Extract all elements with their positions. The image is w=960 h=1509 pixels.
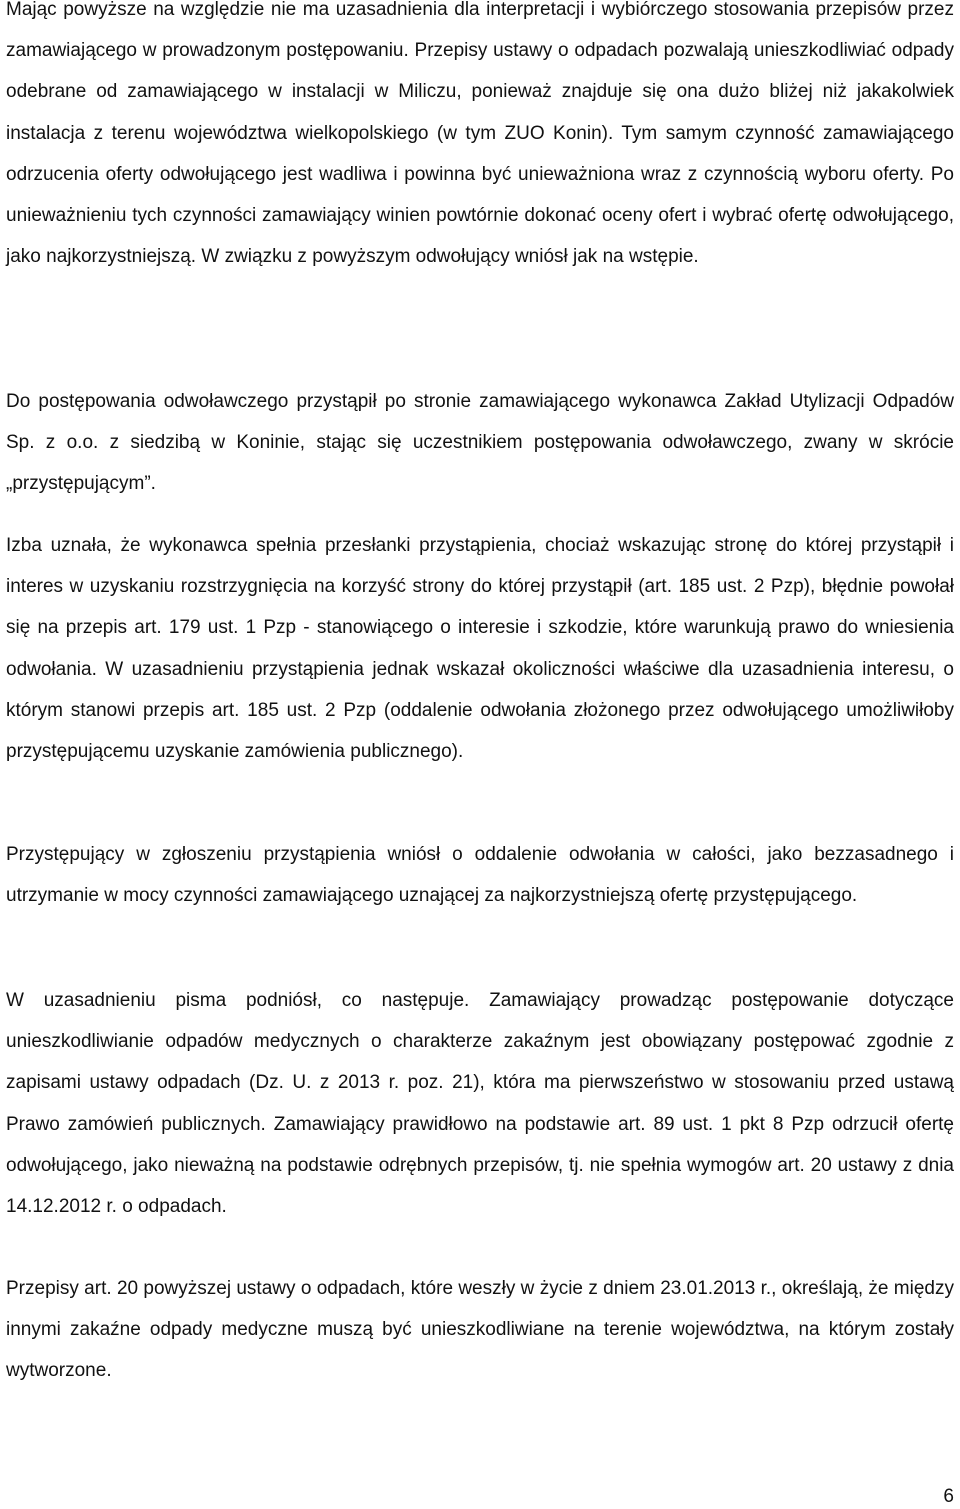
paragraph-2: Do postępowania odwoławczego przystąpił po stronie zamawiającego wykonawca Zakład Utylizacji Odpadów Sp. z o.o. z siedzibą w Koninie, stając się uczestnikiem postępowania odwoławczego, zwany w skrócie „przystępującym”. — [6, 391, 954, 495]
paragraph-5: W uzasadnieniu pisma podniósł, co następuje. Zamawiający prowadząc postępowanie dotyczące unieszkodliwianie odpadów medycznych o charakterze zakaźnym jest obowiązany postępować zgodnie z zapisami ustawy odpadach (Dz. U. z 2013 r. poz. 21), która ma pierwszeństwo w stosowaniu przed ustawą Prawo zamówień publicznych. Zamawiający prawidłowo na podstawie art. 89 ust. 1 pkt 8 Pzp odrzucił ofertę odwołującego, jako nieważną na podstawie odrębnych przepisów, tj. nie spełnia wymogów art. 20 ustawy z dnia 14.12.2012 r. o odpadach. — [6, 990, 954, 1218]
paragraph-1: Mając powyższe na względzie nie ma uzasadnienia dla interpretacji i wybiórczego stosowania przepisów przez zamawiającego w prowadzonym postępowaniu. Przepisy ustawy o odpadach pozwalają unieszkodliwiać odpady odebrane od zamawiającego w instalacji w Miliczu, ponieważ znajduje się ona dużo bliżej niż jakakolwiek instalacja z terenu województwa wielkopolskiego (w tym ZUO Konin). Tym samym czynność zamawiającego odrzucenia oferty odwołującego jest wadliwa i powinna być unieważniona wraz z czynnością wyboru oferty. Po unieważnieniu tych czynności zamawiający winien powtórnie dokonać oceny ofert i wybrać ofertę odwołującego, jako najkorzystniejszą. W związku z powyższym odwołujący wniósł jak na wstępie. — [6, 0, 954, 268]
page-number: 6 — [943, 1486, 954, 1507]
paragraph-6: Przepisy art. 20 powyższej ustawy o odpadach, które weszły w życie z dniem 23.01.2013 r., określają, że między innymi zakaźne odpady medyczne muszą być unieszkodliwiane na terenie województwa, na którym zostały wytworzone. — [6, 1278, 954, 1382]
paragraph-3: Izba uznała, że wykonawca spełnia przesłanki przystąpienia, chociaż wskazując stronę do której przystąpił i interes w uzyskaniu rozstrzygnięcia na korzyść strony do której przystąpił (art. 185 ust. 2 Pzp), błędnie powołał się na przepis art. 179 ust. 1 Pzp - stanowiącego o interesie i szkodzie, które warunkują prawo do wniesienia odwołania. W uzasadnieniu przystąpienia jednak wskazał okoliczności właściwe dla uzasadnienia interesu, o którym stanowi przepis art. 185 ust. 2 Pzp (oddalenie odwołania złożonego przez odwołującego umożliwiłoby przystępującemu uzyskanie zamówienia publicznego). — [6, 535, 954, 763]
paragraph-4: Przystępujący w zgłoszeniu przystąpienia wniósł o oddalenie odwołania w całości, jako bezzasadnego i utrzymanie w mocy czynności zamawiającego uznającej za najkorzystniejszą ofertę przystępującego. — [6, 844, 954, 907]
